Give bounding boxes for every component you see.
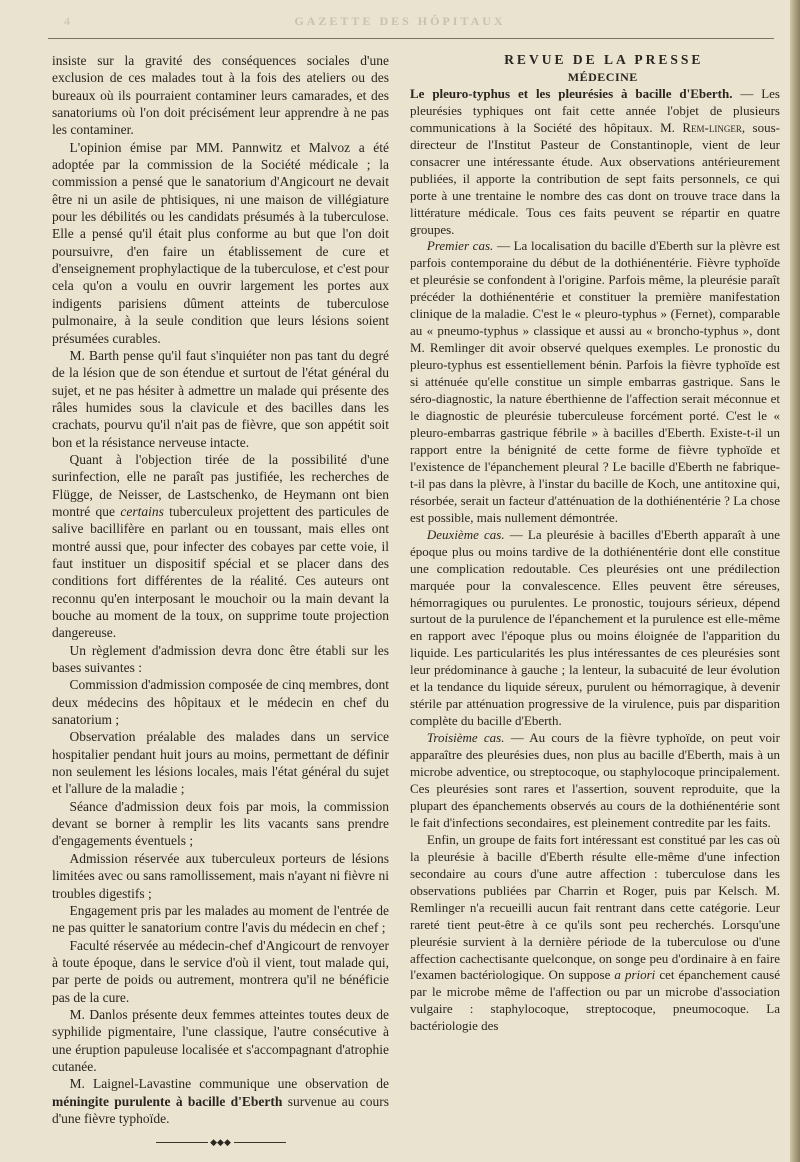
text-run: — Les pleurésies typhiques ont fait cette année l'objet de plusieurs communications à la Société des hôpitaux. M.	[410, 85, 780, 135]
left-column	[52, 52, 389, 1149]
section-separator	[156, 1137, 286, 1149]
paragraph	[410, 527, 780, 730]
paragraph: M. Danlos présente deux femmes atteintes toutes deux de syphilide pigmentaire, l'une classique, l'autre consécutive à une éruption papuleuse localisée et s'accompagnant d'atrophie cutanée.	[52, 1006, 389, 1074]
paragraph	[410, 730, 780, 832]
paragraph: insiste sur la gravité des conséquences sociales d'une exclusion de ces malades tout à la fois des ateliers ou des bureaux où ils pourraient contaminer leurs camarades, et des sanatoriums où l'on doit précisément leur apprendre à ne pas les contaminer.	[52, 53, 389, 138]
paragraph: Commission d'admission composée de cinq membres, dont deux médecins des hôpitaux et le médecin en chef du sanatorium ;	[52, 677, 389, 728]
italic-text: a priori	[614, 967, 656, 983]
text-run: — Au cours de la fièvre typhoïde, on peut voir apparaître des pleurésies dues, non plus au bacille d'Eberth, mais à un microbe adventice, ou streptocoque, ou staphylocoque principalement. Ces pleurésies sont rares et l'assertion, souvent reproduite, que la plupart des épanchements observés au cours de la dothiénentérie sont le fait d'infections secondaires, est pleinement contredite par les faits.	[410, 730, 781, 830]
paragraph: M. Barth pense qu'il faut s'inquiéter non pas tant du degré de la lésion que de son étendue et surtout de l'état général du sujet, et ne pas hésiter à admettre un malade qui présente des râles humides sous la clavicule et des bacilles dans les crachats, pourvu qu'il n'ait pas de fièvre, que son appétit soit bon et la résistance nerveuse intacte.	[52, 347, 389, 450]
paragraph	[410, 238, 780, 526]
italic-text: Troisième cas.	[426, 730, 505, 746]
italic-text: certains	[120, 503, 164, 519]
paragraph	[410, 832, 780, 1035]
paragraph	[52, 1075, 389, 1127]
paragraph: Séance d'admission deux fois par mois, la commission devant se borner à remplir les lits vacants sans prendre d'engagements éventuels ;	[52, 798, 389, 849]
text-run: Enfin, un groupe de faits fort intéressant est constitué par les cas où la pleurésie à bacille d'Eberth résulte elle-même d'une infection secondaire au cours d'une autre affection : tuberculose dans les observations publiées par Charrin et Roger, puis par Kelsch. M. Remlinger n'a recueilli aucun fait rentrant dans cette catégorie. Leur rareté tient peut-être à ce qu'ils sont peu recherchés. Lorsqu'une pleurésie survient à la dernière période de la tuberculose ou d'une affection cachectisante quelconque, on songe peu d'ordinaire à en faire l'examen bactériologique. On suppose	[410, 831, 780, 983]
text-run: Quant à l'objection tirée de la possibilité d'une surinfection, elle ne paraît pas justifiée, les recherches de Flügge, de Neisser, de Lastschenko, de Heymann ont bien montré que	[52, 451, 389, 519]
article-title: Le pleuro-typhus et les pleurésies à bacille d'Eberth.	[410, 85, 733, 101]
paragraph: Engagement pris par les malades au moment de l'entrée de ne pas quitter le sanatorium contre l'avis du médecin en chef ;	[52, 902, 389, 936]
text-run: M. Laignel-Lavastine communique une observation de	[69, 1076, 389, 1092]
bold-text: méningite purulente à bacille d'Eberth	[52, 1093, 283, 1109]
paragraph: Faculté réservée au médecin-chef d'Angicourt de renvoyer à toute époque, dans le service d'où il vient, tout malade qui, par perte de poids ou autrement, montrera qu'il ne bénéficie pas de la cure.	[52, 937, 389, 1005]
separator-ornament: ◆◆◆	[208, 1138, 234, 1147]
right-column	[410, 52, 780, 1035]
running-title: GAZETTE DES HÔPITAUX	[294, 14, 506, 28]
paragraph: Un règlement d'admission devra donc être établi sur les bases suivantes :	[52, 642, 389, 676]
paragraph	[52, 451, 389, 642]
smallcaps-name: Rem-linger	[682, 119, 742, 135]
paragraph: L'opinion émise par MM. Pannwitz et Malvoz a été adoptée par la commission de la Société médicale ; la commission a pensé que le sanatorium d'Angicourt ne devait être ni un asile de phtisiques, ni une maison de villégiature pour les débilités ou les candidats présumés à la tuberculose. Elle a pensé qu'il était plus conforme au but que l'on doit poursuivre, d'en faire un établissement de cure et d'enseignement prophylactique de la tuberculose, et c'est pour cela qu'on a voulu en ouvrir largement les portes aux indigents parisiens dûment atteints de tuberculose pulmonaire, à la seule condition que leurs lésions soient présumées curables.	[52, 139, 389, 346]
subsection-title: MÉDECINE	[567, 69, 638, 84]
text-run: survenue au cours d'une fièvre typhoïde.	[52, 1093, 390, 1126]
text-run: — La pleurésie à bacilles d'Eberth apparaît à une époque plus ou moins tardive de la dothiénentérie dont elle constitue une complication redoutable. Ces pleurésies ont une prédilection marquée pour la convalescence. Elles peuvent être séreuses, hémorragiques ou purulentes. Le pronostic, toujours sérieux, dépend surtout de la purulence de l'épanchement et la purulence est elle-même en rapport avec l'époque plus ou moins éloignée de l'apparition du liquide. Les particularités les plus intéressantes de ces pleurésies sont leur prédominance à gauche ; la lenteur, la subacuité de leur évolution et la tendance du liquide séreux, purulent ou hémorragique, à devenir stérile par atténuation progressive de la virulence, puis par disparition complète du bacille d'Eberth.	[410, 526, 780, 729]
italic-text: Premier cas.	[426, 238, 494, 254]
section-title: REVUE DE LA PRESSE	[504, 52, 704, 67]
text-run: tuberculeux projettent des particules de salive bacillifère en parlant ou en toussant, mais elles ont montré aussi que, pour infecter des cobayes par cette voie, il faut instituer un dispositif spécial et se placer dans des conditions fort différentes de la réalité. Ces auteurs ont reconnu qu'en interposant le mouchoir ou la main devant la bouche au moment de la toux, on supprime toute projection dangereuse.	[52, 503, 390, 641]
text-run: cet épanchement causé par le microbe même de l'affection ou par un microbe d'association vulgaire : staphylocoque, streptocoque, pneumocoque. La bactériologie des	[410, 967, 780, 1034]
page-number: 4	[64, 14, 70, 28]
text-run: — La localisation du bacille d'Eberth sur la plèvre est parfois contemporaine du début de la dothiénentérie. Fièvre typhoïde et pleurésie se confondent à l'origine. Parfois même, la pleurésie paraît précéder la dothiénentérie et constituer la première manifestation clinique de la maladie. C'est le « pleuro-typhus » (Fernet), comparable au « pneumo-typhus » classique et aussi au « broncho-typhus », dont M. Remlinger dit avoir observé quelques exemples. Le pronostic du pleuro-typhus est essentiellement bénin. Parfois la fièvre typhoïde est si atténuée qu'elle constitue un simple embarras gastrique. Sans le séro-diagnostic, la nature éberthienne de l'affection serait méconnue et le diagnostic de pleurésie tuberculeuse forcément porté. C'est le « pleuro-embarras gastrique fébrile » à bacilles d'Eberth. Existe-t-il un rapport entre la bénignité de cette forme de fièvre typhoïde et l'existence de l'épanchement pleural ? Le bacille d'Eberth ne fabrique-t-il pas dans la plèvre, à l'instar du bacille de Koch, une antitoxine qui, résorbée, serait un facteur d'atténuation de la dothiénentérie ? La chose est possible, mais nullement démontrée.	[410, 238, 780, 525]
paragraph: Observation préalable des malades dans un service hospitalier pendant huit jours au moins, permettant de définir non seulement les lésions locales, mais l'état général du sujet et l'allure de la maladie ;	[52, 729, 389, 797]
page-edge	[790, 0, 800, 1162]
text-run: , sous-directeur de l'Institut Pasteur de Constantinople, vient de leur consacrer une intéressante étude. Aux observations antérieurement publiées, il apporte la contribution de sept faits personnels, ce qui porte à une trentaine le nombre des cas dont on trouve trace dans la littérature médicale. Tous ces faits peuvent se répartir en quatre groupes.	[410, 119, 780, 237]
italic-text: Deuxième cas.	[426, 526, 505, 542]
paragraph	[410, 86, 780, 239]
header-rule	[48, 38, 774, 39]
paragraph: Admission réservée aux tuberculeux porteurs de lésions limitées avec ou sans ramollissement, mais n'ayant ni fièvre ni troubles digestifs ;	[52, 850, 389, 901]
